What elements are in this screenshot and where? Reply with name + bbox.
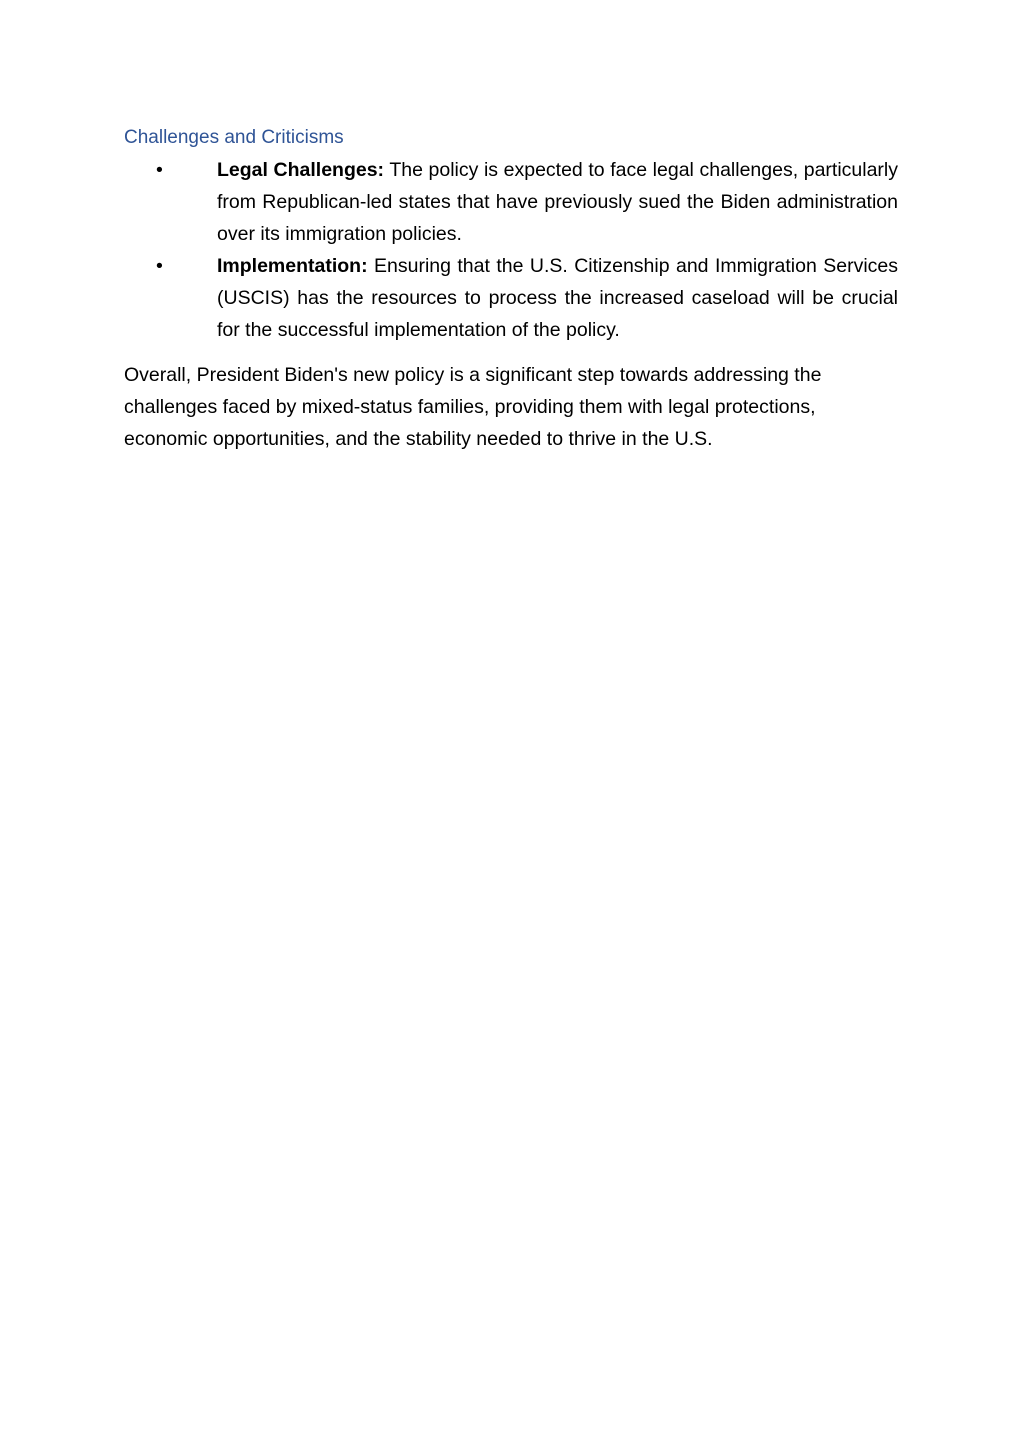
list-item-text: The policy is expected to face legal challenges, particularly from Republican-led states that have previously sued the Biden administration over its immigration policies.	[217, 159, 899, 245]
list-item-term: Implementation:	[217, 255, 368, 277]
bullet-icon: •	[156, 255, 163, 277]
list-item-term: Legal Challenges:	[217, 159, 385, 181]
challenges-list	[124, 154, 898, 346]
list-item-legal-challenges	[124, 154, 898, 250]
list-item-text: Ensuring that the U.S. Citizenship and Immigration Services (USCIS) has the resources to process the increased caseload will be crucial for the successful implementation of the policy.	[217, 255, 898, 341]
section-heading: Challenges and Criticisms	[124, 127, 344, 148]
list-item-implementation	[124, 250, 898, 346]
page-content	[124, 124, 898, 455]
bullet-icon: •	[156, 159, 163, 181]
summary-paragraph: Overall, President Biden's new policy is a significant step towards addressing the challenges faced by mixed-status families, providing them with legal protections, economic opportunities, and the stability needed to thrive in the U.S.	[124, 364, 822, 450]
